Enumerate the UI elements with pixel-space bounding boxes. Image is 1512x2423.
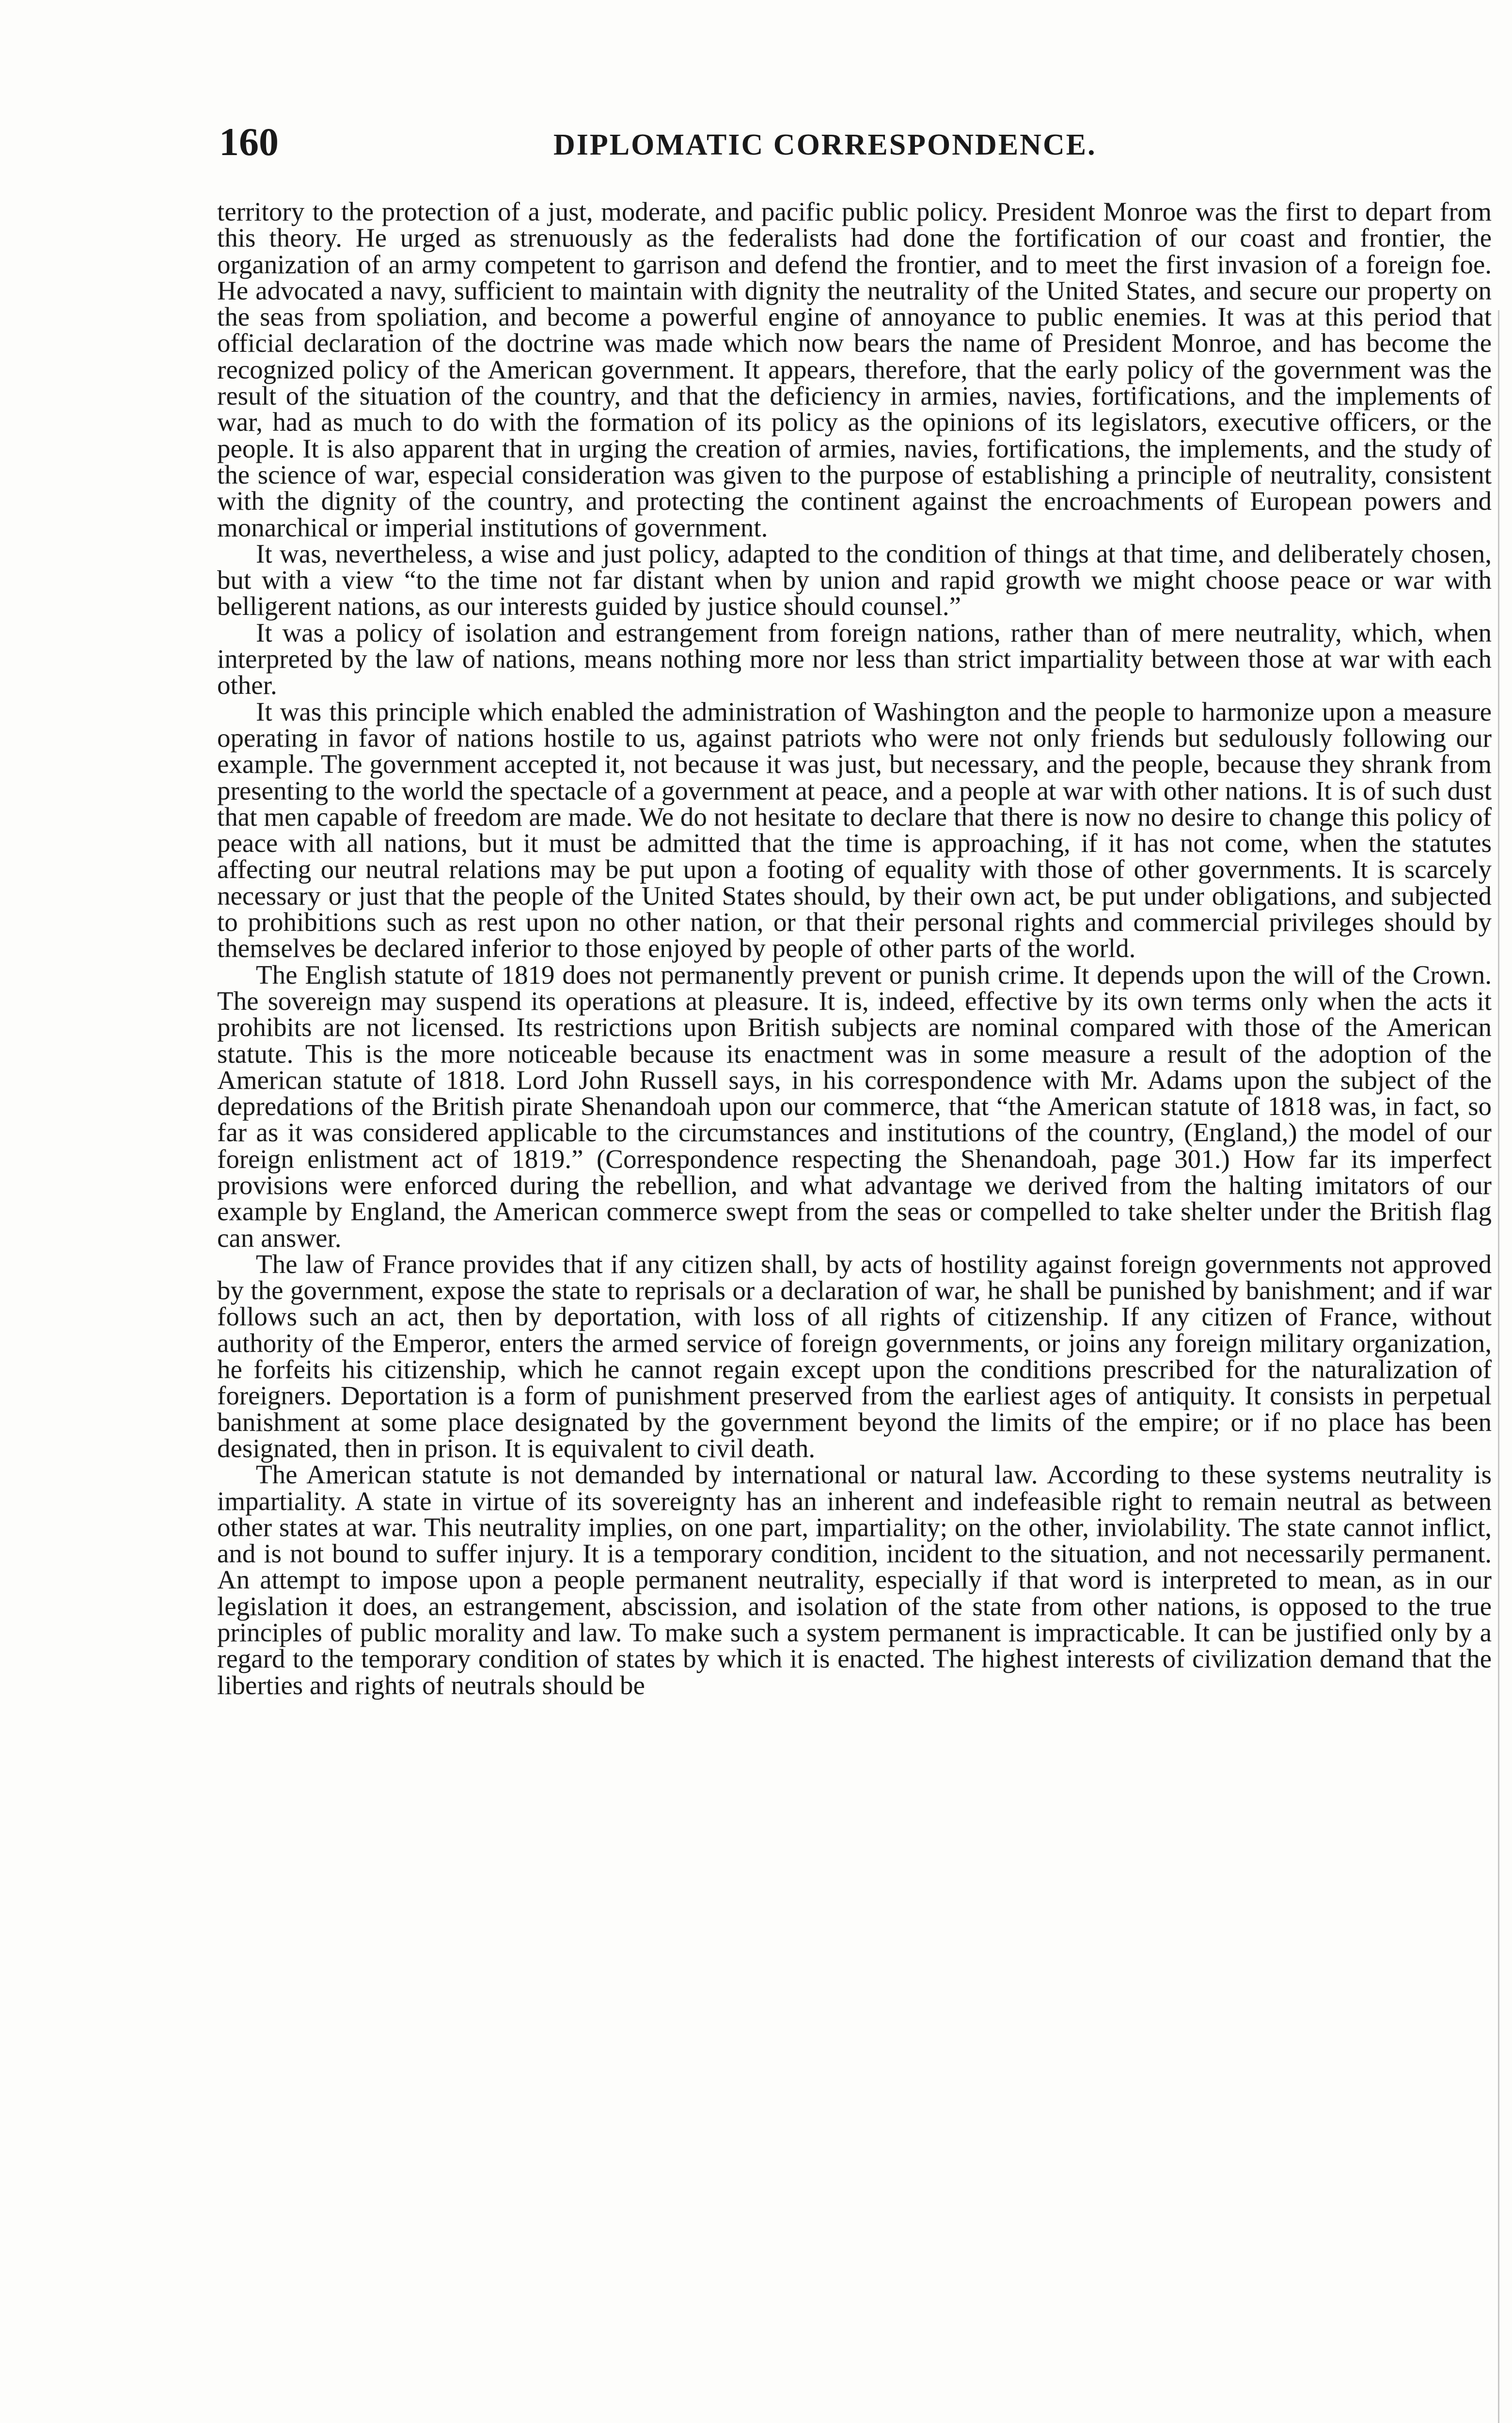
paragraph-3: It was a policy of isolation and estrangement from foreign nations, rather than of mere neutrality, which, when interpreted by the law of nations, means nothing more nor less than strict impartiality between those at war with each other. — [217, 617, 1492, 700]
paragraph-2: It was, nevertheless, a wise and just policy, adapted to the condition of things at that time, and deliberately chosen, but with a view “to the time not far distant when by union and rapid growth we might choose peace or war with belligerent nations, as our interests guided by justice should counsel.” — [217, 538, 1492, 621]
scan-edge-line — [1498, 310, 1499, 2423]
paragraph-7: The American statute is not demanded by international or natural law. According to these systems neutrality is impartiality. A state in virtue of its sovereignty has an inherent and indefeasible right to remain neutral as between other states at war. This neutrality implies, on one part, impartiality; on the other, inviolability. The state cannot inflict, and is not bound to suffer injury. It is a temporary condition, incident to the situation, and not necessarily permanent. An attempt to impose upon a people permanent neutrality, especially if that word is interpreted to mean, as in our legislation it does, an estrangement, abscission, and isolation of the state from other nations, is opposed to the true principles of public morality and law. To make such a system permanent is impracticable. It can be justified only by a regard to the temporary condition of states by which it is enacted. The highest interests of civilization demand that the liberties and rights of neutrals should be — [217, 1460, 1492, 1700]
paragraph-5: The English statute of 1819 does not permanently prevent or punish crime. It depends upon the will of the Crown. The sovereign may suspend its operations at pleasure. It is, indeed, effective by its own terms only when the acts it prohibits are not licensed. Its restrictions upon British subjects are nominal compared with those of the American statute. This is the more noticeable because its enactment was in some measure a result of the adoption of the American statute of 1818. Lord John Russell says, in his correspondence with Mr. Adams upon the subject of the depredations of the British pirate Shenandoah upon our commerce, that “the American statute of 1818 was, in fact, so far as it was considered applicable to the circumstances and institutions of the country, (England,) the model of our foreign enlistment act of 1819.” (Correspondence respecting the Shenandoah, page 301.) How far its imperfect provisions were enforced during the rebellion, and what advantage we derived from the halting imitators of our example by England, the American commerce swept from the seas or compelled to take shelter under the British flag can answer. — [217, 960, 1492, 1253]
paragraph-1: territory to the protection of a just, moderate, and pacific public policy. President Monroe was the first to depart from this theory. He urged as strenuously as the federalists had done the fortification of our coast and frontier, the organization of an army competent to garrison and defend the frontier, and to meet the first invasion of a foreign foe. He advocated a navy, sufficient to maintain with dignity the neutrality of the United States, and secure our property on the seas from spoliation, and become a powerful engine of annoyance to public enemies. It was at this period that official declaration of the doctrine was made which now bears the name of President Monroe, and has become the recognized policy of the American government. It appears, therefore, that the early policy of the government was the result of the situation of the country, and that the deficiency in armies, navies, fortifications, and the implements of war, had as much to do with the formation of its policy as the opinions of its legislators, executive officers, or the people. It is also apparent that in urging the creation of armies, navies, fortifications, the implements, and the study of the science of war, especial consideration was given to the purpose of establishing a principle of neutrality, consistent with the dignity of the country, and protecting the continent against the encroachments of European powers and monarchical or imperial institutions of government. — [217, 197, 1492, 542]
page-number: 160 — [219, 120, 279, 164]
body-text — [217, 199, 1492, 1699]
paragraph-6: The law of France provides that if any citizen shall, by acts of hostility against foreign governments not approved by the government, expose the state to reprisals or a declaration of war, he shall be punished by banishment; and if war follows such an act, then by deportation, with loss of all rights of citizenship. If any citizen of France, without authority of the Emperor, enters the armed service of foreign governments, or joins any foreign military organization, he forfeits his citizenship, which he cannot regain except upon the conditions prescribed for the naturalization of foreigners. Deportation is a form of punishment preserved from the earliest ages of antiquity. It consists in perpetual banishment at some place designated by the government beyond the limits of the empire; or if no place has been designated, then in prison. It is equivalent to civil death. — [217, 1249, 1492, 1463]
running-title: DIPLOMATIC CORRESPONDENCE. — [553, 128, 1097, 161]
paragraph-4: It was this principle which enabled the administration of Washington and the people to harmonize upon a measure operating in favor of nations hostile to us, against patriots who were not only friends but sedulously following our example. The government accepted it, not because it was just, but necessary, and the people, because they shrank from presenting to the world the spectacle of a government at peace, and a people at war with other nations. It is of such dust that men capable of freedom are made. We do not hesitate to declare that there is now no desire to change this policy of peace with all nations, but it must be admitted that the time is approaching, if it has not come, when the statutes affecting our neutral relations may be put upon a footing of equality with those of other governments. It is scarcely necessary or just that the people of the United States should, by their own act, be put under obligations, and subjected to prohibitions such as rest upon no other nation, or that their personal rights and commercial privileges should by themselves be declared inferior to those enjoyed by people of other parts of the world. — [217, 696, 1492, 963]
page-header — [214, 115, 1494, 169]
